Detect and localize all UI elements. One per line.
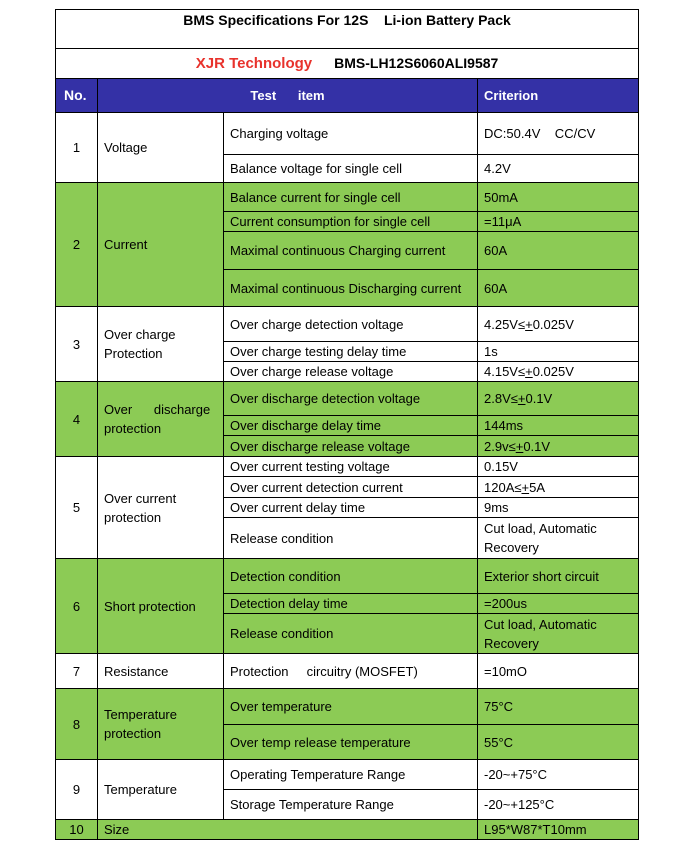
criterion-cell: Exterior short circuit — [478, 559, 639, 594]
criterion-cell: 60A — [478, 232, 639, 270]
row-number: 9 — [56, 760, 98, 820]
criterion-cell: DC:50.4V CC/CV — [478, 113, 639, 155]
criterion-cell: 2.9v≤+0.1V — [478, 436, 639, 457]
row-number: 8 — [56, 689, 98, 760]
test-cell: Over discharge delay time — [224, 416, 478, 436]
brand-row — [56, 49, 639, 79]
row-item: Short protection — [98, 559, 224, 654]
title-row — [56, 10, 639, 49]
row-item: Over discharge protection — [98, 382, 224, 457]
spec-table — [55, 9, 639, 840]
row-item: Current — [98, 183, 224, 307]
criterion-cell: 9ms — [478, 498, 639, 518]
header-row — [56, 79, 639, 113]
criterion-cell: Cut load, Automatic Recovery — [478, 518, 639, 559]
brand-cell — [56, 49, 639, 79]
test-cell: Balance current for single cell — [224, 183, 478, 212]
row-item: Over current protection — [98, 457, 224, 559]
header-no: No. — [56, 79, 98, 113]
document-title: BMS Specifications For 12S Li-ion Battery Pack — [56, 10, 639, 49]
row-item: Voltage — [98, 113, 224, 183]
test-cell: Over charge release voltage — [224, 362, 478, 382]
table-row — [56, 382, 639, 416]
row-item: Resistance — [98, 654, 224, 689]
test-cell: Over discharge release voltage — [224, 436, 478, 457]
criterion-cell: 60A — [478, 270, 639, 307]
table-row — [56, 654, 639, 689]
header-test-item: Test item — [98, 79, 478, 113]
criterion-cell: 75°C — [478, 689, 639, 725]
test-cell: Balance voltage for single cell — [224, 155, 478, 183]
criterion-cell: 55°C — [478, 725, 639, 760]
row-number: 7 — [56, 654, 98, 689]
header-criterion: Criterion — [478, 79, 639, 113]
test-cell: Over discharge detection voltage — [224, 382, 478, 416]
spec-sheet — [55, 9, 638, 840]
table-row — [56, 183, 639, 212]
row-number: 6 — [56, 559, 98, 654]
test-cell: Maximal continuous Charging current — [224, 232, 478, 270]
criterion-cell: -20~+125°C — [478, 790, 639, 820]
test-cell: Current consumption for single cell — [224, 212, 478, 232]
criterion-cell: 50mA — [478, 183, 639, 212]
test-cell: Over temperature — [224, 689, 478, 725]
test-cell: Over charge testing delay time — [224, 342, 478, 362]
test-cell: Over current testing voltage — [224, 457, 478, 477]
row-item: Temperature protection — [98, 689, 224, 760]
row-number: 3 — [56, 307, 98, 382]
model-number: BMS-LH12S6060ALI9587 — [334, 55, 499, 71]
row-item: Temperature — [98, 760, 224, 820]
criterion-cell: =11μA — [478, 212, 639, 232]
criterion-cell: 0.15V — [478, 457, 639, 477]
table-row — [56, 820, 639, 840]
row-item: Size — [98, 820, 478, 840]
row-number: 10 — [56, 820, 98, 840]
table-row — [56, 307, 639, 342]
criterion-cell: -20~+75°C — [478, 760, 639, 790]
criterion-cell: Cut load, Automatic Recovery — [478, 614, 639, 654]
test-cell: Operating Temperature Range — [224, 760, 478, 790]
criterion-cell: 2.8V≤+0.1V — [478, 382, 639, 416]
row-number: 1 — [56, 113, 98, 183]
criterion-cell: 120A≤+5A — [478, 477, 639, 498]
test-cell: Release condition — [224, 518, 478, 559]
test-cell: Over current detection current — [224, 477, 478, 498]
criterion-cell: =200us — [478, 594, 639, 614]
criterion-cell: 144ms — [478, 416, 639, 436]
test-cell: Detection delay time — [224, 594, 478, 614]
table-row — [56, 113, 639, 155]
table-row — [56, 559, 639, 594]
criterion-cell: 4.25V≤+0.025V — [478, 307, 639, 342]
test-cell: Protection circuitry (MOSFET) — [224, 654, 478, 689]
row-number: 4 — [56, 382, 98, 457]
row-number: 2 — [56, 183, 98, 307]
row-number: 5 — [56, 457, 98, 559]
criterion-cell: L95*W87*T10mm — [478, 820, 639, 840]
test-cell: Storage Temperature Range — [224, 790, 478, 820]
table-row — [56, 689, 639, 725]
test-cell: Detection condition — [224, 559, 478, 594]
test-cell: Over temp release temperature — [224, 725, 478, 760]
criterion-cell: 1s — [478, 342, 639, 362]
test-cell: Charging voltage — [224, 113, 478, 155]
test-cell: Release condition — [224, 614, 478, 654]
row-item: Over charge Protection — [98, 307, 224, 382]
test-cell: Over charge detection voltage — [224, 307, 478, 342]
table-row — [56, 760, 639, 790]
brand-name: XJR Technology — [195, 55, 313, 72]
criterion-cell: 4.15V≤+0.025V — [478, 362, 639, 382]
test-cell: Maximal continuous Discharging current — [224, 270, 478, 307]
criterion-cell: 4.2V — [478, 155, 639, 183]
test-cell: Over current delay time — [224, 498, 478, 518]
criterion-cell: =10mO — [478, 654, 639, 689]
table-row — [56, 457, 639, 477]
